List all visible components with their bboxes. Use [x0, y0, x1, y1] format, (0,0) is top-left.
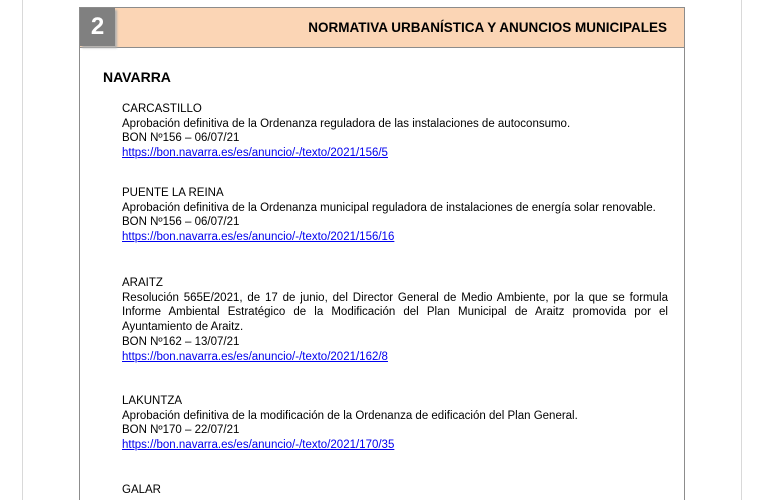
entry-place: ARAITZ — [122, 277, 163, 289]
entry-place: CARCASTILLO — [122, 103, 202, 115]
entry-place: GALAR — [122, 484, 161, 496]
entry-puente-la-reina — [122, 186, 668, 245]
entry-bulletin: BON Nº156 – 06/07/21 — [122, 216, 240, 229]
entry-lakuntza — [122, 394, 668, 453]
page-edge-left — [22, 0, 23, 500]
entry-bulletin: BON Nº162 – 13/07/21 — [122, 335, 240, 348]
entry-description: Aprobación definitiva de la Ordenanza reguladora de las instalaciones de autoconsumo. — [122, 117, 571, 130]
entry-link[interactable]: https://bon.navarra.es/es/anuncio/-/texto/2021/156/5 — [122, 147, 388, 160]
section-number-badge: 2 — [80, 8, 115, 46]
entry-link[interactable]: https://bon.navarra.es/es/anuncio/-/texto/2021/162/8 — [122, 350, 388, 363]
entry-bulletin: BON Nº156 – 06/07/21 — [122, 132, 240, 145]
entry-description: Resolución 565E/2021, de 17 de junio, del Director General de Medio Ambiente, por la que se formula Informe Ambiental Estratégico de la Modificación del Plan Municipal de Araitz promovida por el Ayuntamiento de Araitz. — [122, 291, 668, 334]
entry-galar — [122, 483, 668, 498]
section-header — [80, 8, 684, 48]
entry-carcastillo — [122, 102, 668, 161]
entry-description: Aprobación definitiva de la modificación de la Ordenanza de edificación del Plan General. — [122, 409, 578, 422]
entry-link[interactable]: https://bon.navarra.es/es/anuncio/-/texto/2021/156/16 — [122, 231, 395, 244]
entry-araitz — [122, 276, 668, 364]
section-box — [79, 7, 685, 500]
entry-link[interactable]: https://bon.navarra.es/es/anuncio/-/texto/2021/170/35 — [122, 439, 395, 452]
section-title: NORMATIVA URBANÍSTICA Y ANUNCIOS MUNICIPALES — [308, 20, 667, 35]
region-title: NAVARRA — [103, 69, 171, 85]
entry-description: Aprobación definitiva de la Ordenanza municipal reguladora de instalaciones de energía solar renovable. — [122, 201, 656, 214]
entry-place: LAKUNTZA — [122, 395, 183, 407]
entry-bulletin: BON Nº170 – 22/07/21 — [122, 424, 240, 437]
entry-place: PUENTE LA REINA — [122, 187, 224, 199]
page-edge-right — [741, 0, 742, 500]
